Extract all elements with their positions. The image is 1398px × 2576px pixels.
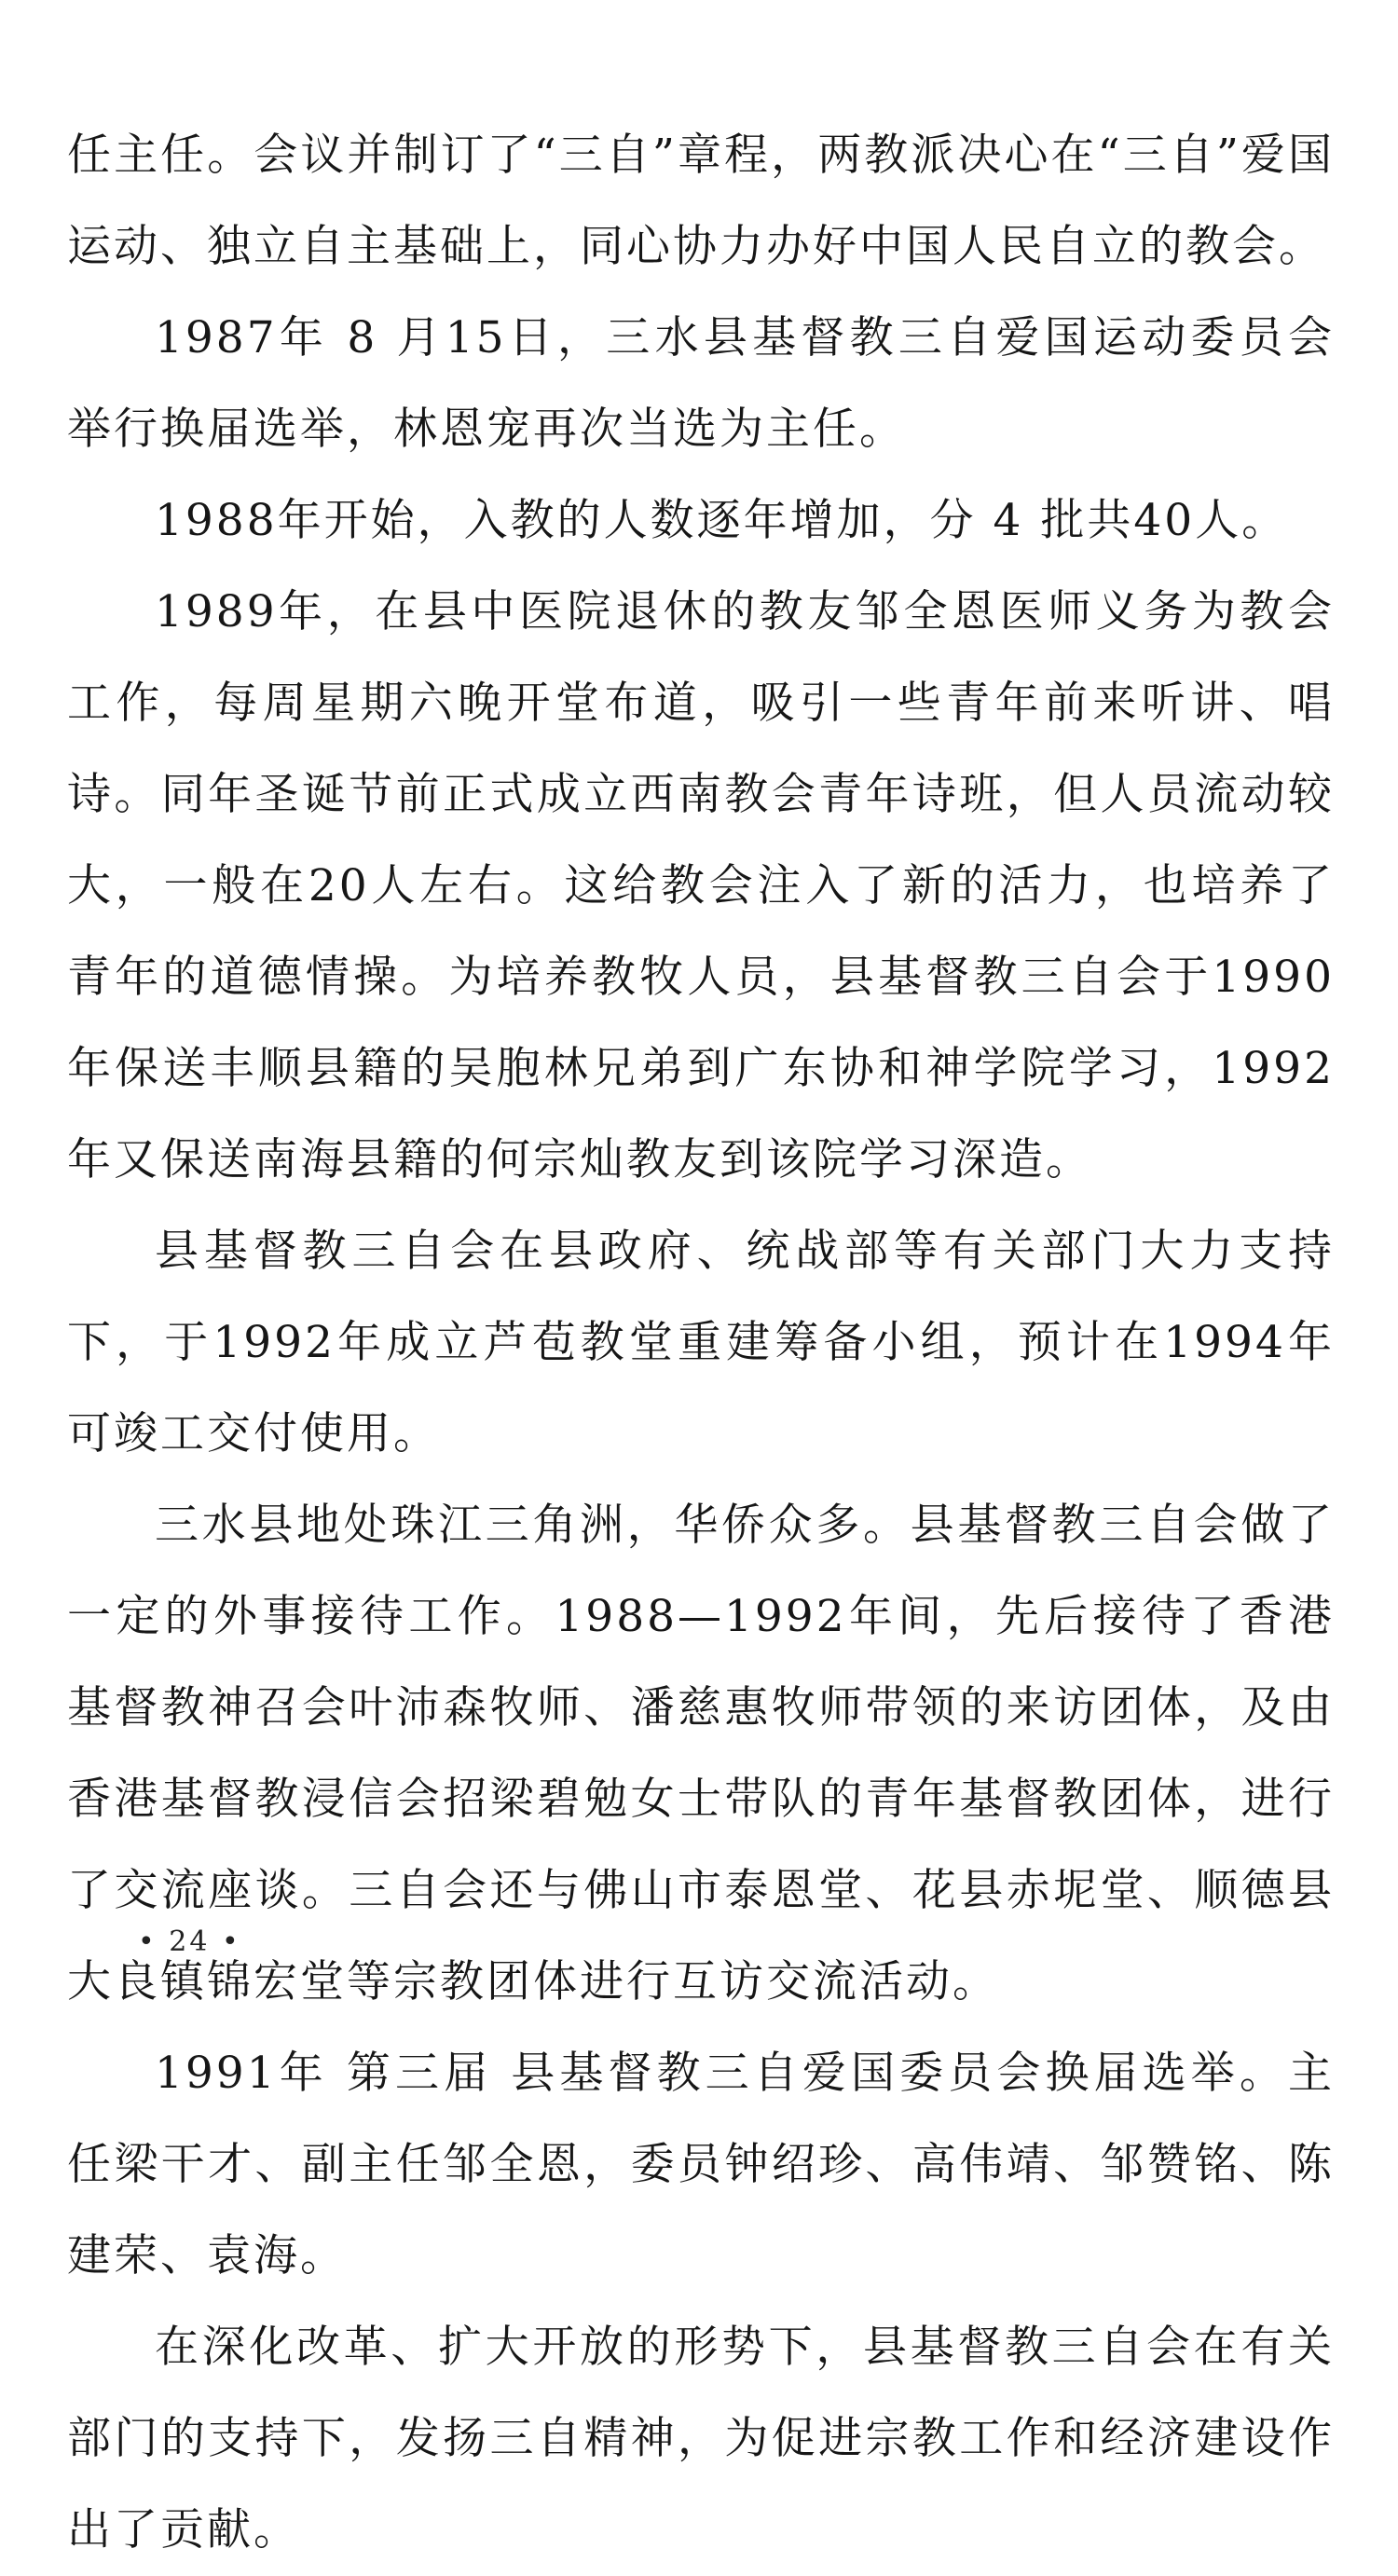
paragraph-7: 1991年 第三届 县基督教三自爱国委员会换届选举。主任梁干才、副主任邹全恩，委员钟绍珍、高伟靖、邹赞铭、陈建荣、袁海。 [67,2048,1335,2281]
paragraph-8: 在深化改革、扩大开放的形势下，县基督教三自会在有关部门的支持下，发扬三自精神，为促进宗教工作和经济建设作出了贡献。 [67,2322,1335,2555]
paragraph-5: 县基督教三自会在县政府、统战部等有关部门大力支持下，于1992年成立芦苞教堂重建筹备小组，预计在1994年可竣工交付使用。 [67,1226,1335,1459]
body-text [67,110,1335,2576]
paragraph-3: 1988年开始，入教的人数逐年增加，分 4 批共40人。 [155,495,1289,546]
page-number: • 24 • [138,1925,241,1958]
paragraph-2: 1987年 8 月15日，三水县基督教三自爱国运动委员会举行换届选举，林恩宠再次当选为主任。 [67,312,1335,455]
paragraph-4: 1989年，在县中医院退休的教友邹全恩医师义务为教会工作，每周星期六晚开堂布道，吸引一些青年前来听讲、唱诗。同年圣诞节前正式成立西南教会青年诗班，但人员流动较大，一般在20人左右。这给教会注入了新的活力，也培养了青年的道德情操。为培养教牧人员，县基督教三自会于1990年保送丰顺县籍的吴胞林兄弟到广东协和神学院学习，1992年又保送南海县籍的何宗灿教友到该院学习深造。 [67,586,1335,1185]
paragraph-1: 任主任。会议并制订了“三自”章程，两教派决心在“三自”爱国运动、独立自主基础上，同心协力办好中国人民自立的教会。 [67,130,1335,272]
paragraph-6: 三水县地处珠江三角洲，华侨众多。县基督教三自会做了一定的外事接待工作。1988—1992年间，先后接待了香港基督教神召会叶沛森牧师、潘慈惠牧师带领的来访团体，及由香港基督教浸信会招梁碧勉女士带队的青年基督教团体，进行了交流座谈。三自会还与佛山市泰恩堂、花县赤坭堂、顺德县大良镇锦宏堂等宗教团体进行互访交流活动。 [67,1500,1335,2007]
